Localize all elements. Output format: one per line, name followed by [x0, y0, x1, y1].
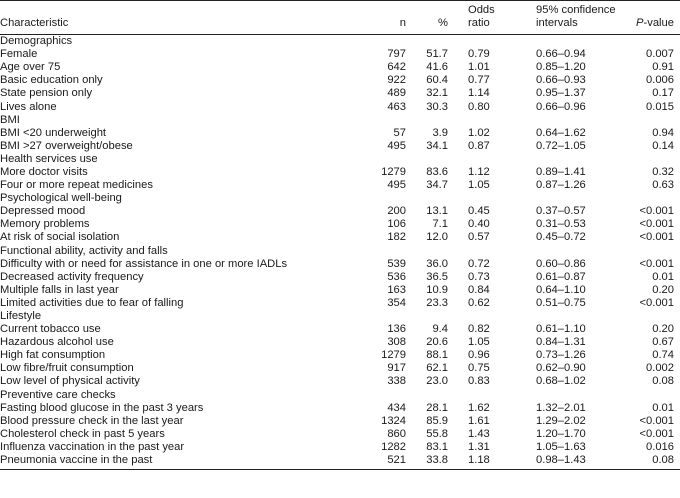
section-title: BMI: [0, 113, 20, 126]
cell-odds-ratio: 0.40: [468, 218, 490, 231]
cell-confidence-interval: 0.64–1.10: [536, 283, 586, 296]
cell-n: 463: [387, 100, 406, 113]
cell-percent: 34.1: [426, 139, 448, 152]
cell-n: 200: [387, 205, 406, 218]
cell-percent: 23.0: [426, 375, 448, 388]
cell-p-value: 0.015: [646, 100, 674, 113]
cell-characteristic: Age over 75: [0, 61, 61, 74]
section-row: [0, 192, 680, 205]
cell-p-value: 0.20: [652, 283, 674, 296]
section-title: Demographics: [0, 35, 73, 48]
cell-odds-ratio: 0.87: [468, 139, 490, 152]
cell-percent: 36.5: [426, 270, 448, 283]
cell-p-value: <0.001: [639, 257, 674, 270]
cell-n: 136: [387, 323, 406, 336]
cell-characteristic: Current tobacco use: [0, 323, 101, 336]
header-characteristic: Characteristic: [0, 1, 350, 35]
cell-confidence-interval: 1.20–1.70: [536, 427, 586, 440]
table-row: [0, 140, 680, 153]
table-row: [0, 218, 680, 231]
table-row: [0, 402, 680, 415]
cell-characteristic: Decreased activity frequency: [0, 270, 144, 283]
header-odds-ratio-line1: Odds: [468, 4, 495, 16]
header-row: [0, 1, 680, 35]
cell-percent: 32.1: [426, 87, 448, 100]
cell-confidence-interval: 1.29–2.02: [536, 414, 586, 427]
cell-odds-ratio: 0.72: [468, 257, 490, 270]
cell-confidence-interval: 0.89–1.41: [536, 165, 586, 178]
cell-odds-ratio: 0.62: [468, 296, 490, 309]
cell-characteristic: Basic education only: [0, 74, 103, 87]
table-row: [0, 166, 680, 179]
header-ci-line1: 95% confidence: [536, 4, 616, 16]
cell-percent: 30.3: [426, 100, 448, 113]
cell-n: 354: [387, 296, 406, 309]
section-row: [0, 310, 680, 323]
cell-odds-ratio: 0.84: [468, 283, 490, 296]
cell-p-value: <0.001: [639, 231, 674, 244]
cell-characteristic: State pension only: [0, 87, 93, 100]
cell-n: 182: [387, 231, 406, 244]
cell-odds-ratio: 1.05: [468, 336, 490, 349]
cell-n: 797: [387, 48, 406, 61]
cell-odds-ratio: 0.79: [468, 48, 490, 61]
section-row: [0, 35, 680, 49]
cell-characteristic: High fat consumption: [0, 349, 106, 362]
section-title: Psychological well-being: [0, 192, 122, 205]
cell-p-value: 0.63: [652, 179, 674, 192]
cell-confidence-interval: 1.32–2.01: [536, 401, 586, 414]
table-row: [0, 179, 680, 192]
cell-odds-ratio: 1.12: [468, 165, 490, 178]
header-percent: %: [406, 1, 448, 35]
cell-odds-ratio: 1.14: [468, 87, 490, 100]
cell-n: 495: [387, 139, 406, 152]
cell-n: 922: [387, 74, 406, 87]
cell-p-value: <0.001: [639, 218, 674, 231]
cell-percent: 3.9: [432, 126, 448, 139]
cell-percent: 88.1: [426, 349, 448, 362]
cell-confidence-interval: 1.05–1.63: [536, 440, 586, 453]
cell-p-value: <0.001: [639, 414, 674, 427]
cell-p-value: 0.002: [646, 362, 674, 375]
cell-n: 1282: [381, 440, 406, 453]
cell-characteristic: BMI <20 underweight: [0, 126, 107, 139]
cell-confidence-interval: 0.72–1.05: [536, 139, 586, 152]
table-row: [0, 375, 680, 388]
cell-p-value: 0.006: [646, 74, 674, 87]
table-row: [0, 454, 680, 470]
cell-percent: 55.8: [426, 427, 448, 440]
cell-characteristic: Blood pressure check in the last year: [0, 414, 184, 427]
cell-odds-ratio: 0.83: [468, 375, 490, 388]
cell-confidence-interval: 0.85–1.20: [536, 61, 586, 74]
cell-odds-ratio: 0.75: [468, 362, 490, 375]
cell-n: 163: [387, 283, 406, 296]
cell-percent: 34.7: [426, 179, 448, 192]
cell-confidence-interval: 0.87–1.26: [536, 179, 586, 192]
table-row: [0, 323, 680, 336]
cell-characteristic: At risk of social isolation: [0, 231, 120, 244]
cell-odds-ratio: 0.57: [468, 231, 490, 244]
cell-percent: 20.6: [426, 336, 448, 349]
cell-odds-ratio: 0.73: [468, 270, 490, 283]
cell-odds-ratio: 1.18: [448, 454, 528, 470]
cell-p-value: 0.08: [652, 375, 674, 388]
cell-n: 539: [387, 257, 406, 270]
cell-n: 860: [387, 427, 406, 440]
table-body: [0, 35, 680, 470]
cell-confidence-interval: 0.66–0.94: [536, 48, 586, 61]
table-row: [0, 100, 680, 113]
cell-characteristic: BMI >27 overweight/obese: [0, 139, 133, 152]
cell-percent: 83.6: [426, 165, 448, 178]
cell-percent: 51.7: [426, 48, 448, 61]
cell-n: 495: [387, 179, 406, 192]
cell-p-value: 0.17: [652, 87, 674, 100]
cell-characteristic: Influenza vaccination in the past year: [0, 440, 185, 453]
cell-characteristic: Fasting blood glucose in the past 3 years: [0, 401, 204, 414]
cell-percent: 23.3: [426, 296, 448, 309]
cell-odds-ratio: 1.01: [468, 61, 490, 74]
section-row: [0, 114, 680, 127]
cell-p-value: 0.74: [652, 349, 674, 362]
cell-confidence-interval: 0.60–0.86: [536, 257, 586, 270]
cell-n: 57: [393, 126, 406, 139]
header-p-rest: -value: [643, 17, 674, 29]
cell-n: 1279: [381, 165, 406, 178]
cell-confidence-interval: 0.61–1.10: [536, 323, 586, 336]
section-title: Lifestyle: [0, 310, 42, 323]
cell-odds-ratio: 1.05: [468, 179, 490, 192]
cell-percent: 85.9: [426, 414, 448, 427]
table-row: [0, 349, 680, 362]
cell-confidence-interval: 0.95–1.37: [536, 87, 586, 100]
cell-confidence-interval: 0.98–1.43: [528, 454, 620, 470]
cell-characteristic: Limited activities due to fear of falling: [0, 296, 184, 309]
table-row: [0, 258, 680, 271]
table-header: [0, 1, 680, 35]
cell-n: 338: [387, 375, 406, 388]
table-row: [0, 127, 680, 140]
cell-confidence-interval: 0.66–0.93: [536, 74, 586, 87]
section-title: Health services use: [0, 152, 98, 165]
header-n: n: [350, 1, 406, 35]
cell-n: 489: [387, 87, 406, 100]
header-odds-ratio: [448, 1, 528, 35]
table-row: [0, 48, 680, 61]
cell-n: 434: [387, 401, 406, 414]
cell-odds-ratio: 0.45: [468, 205, 490, 218]
cell-odds-ratio: 0.77: [468, 74, 490, 87]
cell-percent: 12.0: [426, 231, 448, 244]
cell-confidence-interval: 0.64–1.62: [536, 126, 586, 139]
cell-odds-ratio: 1.31: [468, 440, 490, 453]
cell-n: 1279: [381, 349, 406, 362]
cell-characteristic: Lives alone: [0, 100, 57, 113]
cell-characteristic: Difficulty with or need for assistance in one or more IADLs: [0, 257, 288, 270]
cell-confidence-interval: 0.45–0.72: [536, 231, 586, 244]
cell-percent: 36.0: [426, 257, 448, 270]
cell-odds-ratio: 1.02: [468, 126, 490, 139]
cell-confidence-interval: 0.66–0.96: [536, 100, 586, 113]
cell-odds-ratio: 1.62: [468, 401, 490, 414]
cell-n: 106: [387, 218, 406, 231]
table-row: [0, 441, 680, 454]
cell-n: 521: [350, 454, 406, 470]
cell-percent: 62.1: [426, 362, 448, 375]
section-title: Functional ability, activity and falls: [0, 244, 168, 257]
header-confidence-intervals: [528, 1, 620, 35]
cell-characteristic: Depressed mood: [0, 205, 86, 218]
cell-odds-ratio: 0.82: [468, 323, 490, 336]
cell-percent: 41.6: [426, 61, 448, 74]
cell-characteristic: Female: [0, 48, 38, 61]
table-row: [0, 284, 680, 297]
table-row: [0, 231, 680, 244]
cell-p-value: <0.001: [639, 296, 674, 309]
cell-confidence-interval: 0.61–0.87: [536, 270, 586, 283]
cell-confidence-interval: 0.37–0.57: [536, 205, 586, 218]
table-row: [0, 297, 680, 310]
cell-characteristic: Cholesterol check in past 5 years: [0, 427, 165, 440]
cell-p-value: <0.001: [639, 427, 674, 440]
cell-percent: 10.9: [426, 283, 448, 296]
cell-percent: 33.8: [406, 454, 448, 470]
cell-characteristic: Four or more repeat medicines: [0, 179, 153, 192]
table-row: [0, 362, 680, 375]
section-title: Preventive care checks: [0, 388, 116, 401]
cell-n: 917: [387, 362, 406, 375]
cell-odds-ratio: 0.96: [468, 349, 490, 362]
cell-percent: 28.1: [426, 401, 448, 414]
table-row: [0, 415, 680, 428]
section-row: [0, 245, 680, 258]
table-row: [0, 61, 680, 74]
cell-percent: 60.4: [426, 74, 448, 87]
cell-odds-ratio: 1.43: [468, 427, 490, 440]
table-row: [0, 271, 680, 284]
cell-p-value: 0.08: [620, 454, 680, 470]
table-row: [0, 428, 680, 441]
cell-characteristic: Hazardous alcohol use: [0, 336, 114, 349]
cell-confidence-interval: 0.68–1.02: [536, 375, 586, 388]
cell-confidence-interval: 0.73–1.26: [536, 349, 586, 362]
cell-n: 308: [387, 336, 406, 349]
header-p-value: [620, 1, 680, 35]
cell-p-value: 0.01: [652, 401, 674, 414]
cell-confidence-interval: 0.62–0.90: [536, 362, 586, 375]
table-row: [0, 205, 680, 218]
cell-characteristic: Pneumonia vaccine in the past: [0, 454, 350, 470]
header-p-italic: P: [636, 17, 644, 29]
cell-characteristic: Memory problems: [0, 218, 90, 231]
section-row: [0, 153, 680, 166]
cell-characteristic: More doctor visits: [0, 165, 88, 178]
cell-confidence-interval: 0.51–0.75: [536, 296, 586, 309]
header-odds-ratio-line2: ratio: [468, 17, 490, 29]
cell-p-value: <0.001: [639, 205, 674, 218]
table-row: [0, 87, 680, 100]
cell-p-value: 0.91: [652, 61, 674, 74]
cell-percent: 7.1: [432, 218, 448, 231]
cell-n: 1324: [381, 414, 406, 427]
cell-p-value: 0.20: [652, 323, 674, 336]
cell-percent: 83.1: [426, 440, 448, 453]
table-row: [0, 336, 680, 349]
cell-characteristic: Multiple falls in last year: [0, 283, 119, 296]
table-row: [0, 74, 680, 87]
cell-n: 642: [387, 61, 406, 74]
cell-n: 536: [387, 270, 406, 283]
cell-percent: 9.4: [432, 323, 448, 336]
cell-odds-ratio: 1.61: [468, 414, 490, 427]
cell-p-value: 0.016: [646, 440, 674, 453]
header-ci-line2: intervals: [536, 17, 578, 29]
cell-confidence-interval: 0.31–0.53: [536, 218, 586, 231]
cell-odds-ratio: 0.80: [468, 100, 490, 113]
cell-characteristic: Low level of physical activity: [0, 375, 140, 388]
cell-confidence-interval: 0.84–1.31: [536, 336, 586, 349]
cell-p-value: 0.32: [652, 165, 674, 178]
cell-p-value: 0.14: [652, 139, 674, 152]
cell-p-value: 0.01: [652, 270, 674, 283]
cell-p-value: 0.007: [646, 48, 674, 61]
cell-percent: 13.1: [426, 205, 448, 218]
section-row: [0, 389, 680, 402]
cell-p-value: 0.94: [652, 126, 674, 139]
cell-p-value: 0.67: [652, 336, 674, 349]
cell-characteristic: Low fibre/fruit consumption: [0, 362, 134, 375]
